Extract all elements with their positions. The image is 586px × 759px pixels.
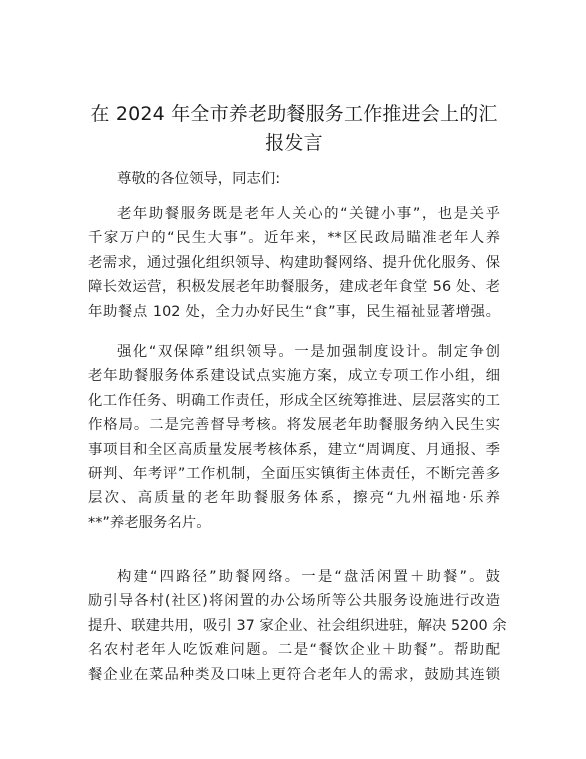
title-line: 报发言 bbox=[265, 132, 323, 154]
text-line: 老年助餐服务既是老年人关心的“关键小事”，也是关乎 bbox=[117, 206, 500, 222]
text-line: 构建“四路径”助餐网络。一是“盘活闲置＋助餐”。鼓 bbox=[117, 569, 500, 585]
text-line: 作格局。二是完善督导考核。将发展老年助餐服务纳入民生实 bbox=[88, 417, 500, 434]
paragraph-intro bbox=[88, 202, 500, 324]
title-line: 在 2024 年全市养老助餐服务工作推进会上的汇 bbox=[90, 103, 498, 125]
greeting bbox=[88, 167, 500, 191]
text-line: 障长效运营，积极发展老年助餐服务，建成老年食堂 56 处、老 bbox=[88, 279, 500, 296]
text-line: **”养老服务名片。 bbox=[88, 514, 211, 531]
text-line: 千家万户的“民生大事”。近年来，**区民政局瞄准老年人养 bbox=[88, 230, 500, 247]
greeting-text: 尊敬的各位领导，同志们: bbox=[117, 171, 281, 187]
text-line: 老年助餐服务体系建设试点实施方案，成立专项工作小组，细 bbox=[88, 368, 500, 385]
text-line: 餐企业在菜品种类及口味上更符合老年人的需求，鼓励其连锁 bbox=[88, 666, 500, 683]
text-line: 强化“双保障”组织领导。一是加强制度设计。制定争创 bbox=[117, 344, 500, 360]
text-line: 研判、年考评”工作机制，全面压实镇街主体责任，不断完善多 bbox=[88, 465, 500, 482]
paragraph-organization bbox=[88, 340, 500, 535]
text-line: 层次、高质量的老年助餐服务体系，擦亮“九州福地·乐养 bbox=[88, 490, 500, 507]
text-line: 事项目和全区高质量发展考核体系，建立“周调度、月通报、季 bbox=[88, 441, 500, 458]
text-line: 名农村老年人吃饭难问题。二是“餐饮企业＋助餐”。帮助配 bbox=[88, 642, 500, 659]
text-line: 化工作任务、明确工作责任，形成全区统筹推进、层层落实的工 bbox=[88, 392, 500, 409]
paragraph-network bbox=[88, 565, 507, 687]
text-line: 年助餐点 102 处，全力办好民生“食”事，民生福祉显著增强。 bbox=[88, 303, 500, 320]
text-line: 提升、联建共用，吸引 37 家企业、社会组织进驻，解决 5200 余 bbox=[88, 617, 507, 634]
document-title bbox=[84, 100, 504, 158]
text-line: 励引导各村(社区)将闲置的办公场所等公共服务设施进行改造 bbox=[88, 593, 500, 610]
text-line: 老需求，通过强化组织领导、构建助餐网络、提升优化服务、保 bbox=[88, 254, 500, 271]
